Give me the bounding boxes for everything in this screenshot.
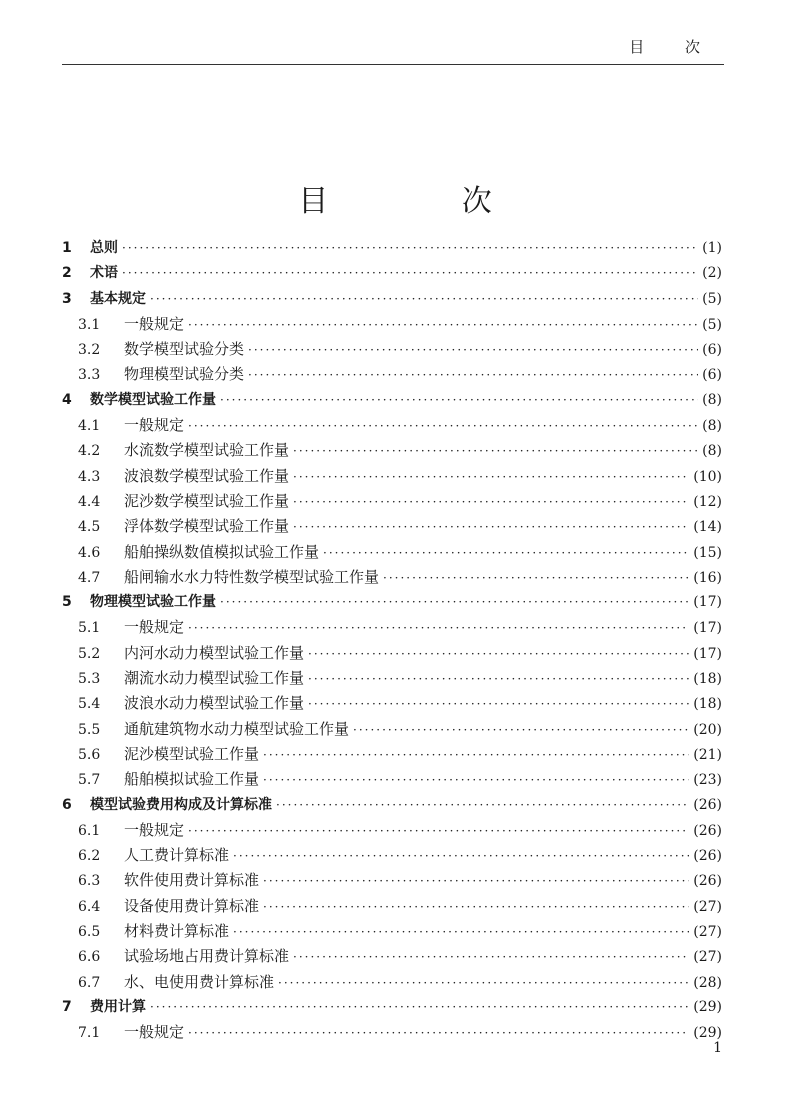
toc-entry-number: 6.1 xyxy=(78,822,101,839)
toc-entry-page: (17) xyxy=(693,620,722,637)
toc-entry-number: 6.5 xyxy=(78,924,101,941)
toc-section-row[interactable] xyxy=(62,565,722,590)
dot-leader xyxy=(323,541,689,566)
toc-entry-number: 7 xyxy=(62,998,72,1015)
toc-section-row[interactable] xyxy=(62,717,722,742)
toc-entry-number: 3.2 xyxy=(78,342,101,359)
toc-entry-title: 费用计算 xyxy=(90,998,146,1015)
toc-entry-number: 6 xyxy=(62,796,72,813)
toc-entry-title: 数学模型试验分类 xyxy=(124,340,245,359)
toc-chapter-row[interactable] xyxy=(62,287,722,312)
toc-entry-number: 4 xyxy=(62,391,72,408)
running-head: 目 次 xyxy=(629,38,718,56)
toc-entry-title: 船舶操纵数值模拟试验工作量 xyxy=(124,542,320,561)
toc-chapter-row[interactable] xyxy=(62,261,722,286)
toc-entry-title: 试验场地占用费计算标准 xyxy=(124,947,290,966)
dot-leader xyxy=(308,667,689,692)
dot-leader xyxy=(263,743,689,768)
toc-section-row[interactable] xyxy=(62,615,722,640)
toc-entry-number: 5.5 xyxy=(78,721,101,738)
toc-entry-page: (20) xyxy=(693,721,722,738)
toc-section-row[interactable] xyxy=(62,742,722,767)
toc-entry-number: 3 xyxy=(62,290,72,307)
toc-entry-title: 一般规定 xyxy=(124,1023,185,1042)
toc-entry-title: 人工费计算标准 xyxy=(124,846,230,865)
toc-entry-title: 波浪数学模型试验工作量 xyxy=(124,466,290,485)
toc-entry-number: 4.6 xyxy=(78,544,101,561)
toc-entry-page: (12) xyxy=(693,493,722,510)
dot-leader xyxy=(220,590,689,615)
toc-section-row[interactable] xyxy=(62,944,722,969)
toc-entry-title: 术语 xyxy=(90,265,118,282)
dot-leader xyxy=(308,692,689,717)
toc-section-row[interactable] xyxy=(62,641,722,666)
toc-entry-title: 一般规定 xyxy=(124,314,185,333)
toc-entry-number: 1 xyxy=(62,240,72,256)
toc-entry-title: 物理模型试验分类 xyxy=(124,365,245,384)
toc-entry-page: (26) xyxy=(693,822,722,839)
toc-entry-title: 波浪水动力模型试验工作量 xyxy=(124,694,305,713)
toc-entry-title: 通航建筑物水动力模型试验工作量 xyxy=(124,719,350,738)
toc-entry-title: 物理模型试验工作量 xyxy=(90,594,216,611)
toc-section-row[interactable] xyxy=(62,514,722,539)
toc-entry-page: (8) xyxy=(702,418,722,435)
toc-entry-title: 船舶模拟试验工作量 xyxy=(124,770,260,789)
dot-leader xyxy=(233,920,689,945)
dot-leader xyxy=(278,971,689,996)
toc-entry-title: 内河水动力模型试验工作量 xyxy=(124,643,305,662)
dot-leader xyxy=(293,515,689,540)
toc-chapter-row[interactable] xyxy=(62,388,722,413)
toc-entry-title: 总则 xyxy=(90,240,118,256)
dot-leader xyxy=(248,338,698,363)
toc-entry-number: 5.1 xyxy=(78,620,101,637)
dot-leader xyxy=(122,236,698,261)
toc-section-row[interactable] xyxy=(62,1020,722,1045)
toc-entry-title: 设备使用费计算标准 xyxy=(124,896,260,915)
toc-entry-title: 水流数学模型试验工作量 xyxy=(124,441,290,460)
toc-entry-title: 一般规定 xyxy=(124,618,185,637)
toc-entry-title: 水、电使用费计算标准 xyxy=(124,972,275,991)
dot-leader xyxy=(383,566,689,591)
toc-entry-page: (16) xyxy=(693,569,722,586)
toc-entry-number: 5.7 xyxy=(78,772,101,789)
toc-entry-page: (29) xyxy=(693,998,722,1015)
toc-section-row[interactable] xyxy=(62,362,722,387)
toc-entry-number: 4.3 xyxy=(78,468,101,485)
toc-section-row[interactable] xyxy=(62,438,722,463)
toc-entry-page: (29) xyxy=(693,1025,722,1042)
toc-entry-number: 6.7 xyxy=(78,974,101,991)
toc-entry-title: 基本规定 xyxy=(90,290,146,307)
toc-entry-number: 6.4 xyxy=(78,898,101,915)
toc-section-row[interactable] xyxy=(62,413,722,438)
dot-leader xyxy=(263,869,689,894)
dot-leader xyxy=(150,995,689,1020)
toc-section-row[interactable] xyxy=(62,868,722,893)
dot-leader xyxy=(188,414,698,439)
toc-entry-number: 5.6 xyxy=(78,746,101,763)
toc-entry-number: 4.4 xyxy=(78,493,101,510)
toc-section-row[interactable] xyxy=(62,818,722,843)
toc-section-row[interactable] xyxy=(62,464,722,489)
toc-entry-page: (14) xyxy=(693,519,722,536)
toc-entry-number: 6.3 xyxy=(78,873,101,890)
toc-entry-number: 4.7 xyxy=(78,569,101,586)
toc-chapter-row[interactable] xyxy=(62,236,722,261)
dot-leader xyxy=(293,490,689,515)
toc-section-row[interactable] xyxy=(62,894,722,919)
toc-entry-page: (1) xyxy=(702,240,722,256)
dot-leader xyxy=(293,465,689,490)
page-number: 1 xyxy=(713,1040,722,1056)
toc-section-row[interactable] xyxy=(62,666,722,691)
dot-leader xyxy=(150,287,698,312)
toc-entry-number: 6.6 xyxy=(78,949,101,966)
toc-entry-number: 5.2 xyxy=(78,645,101,662)
toc-section-row[interactable] xyxy=(62,767,722,792)
toc-entry-title: 泥沙模型试验工作量 xyxy=(124,744,260,763)
dot-leader xyxy=(188,313,698,338)
toc-entry-number: 7.1 xyxy=(78,1025,101,1042)
toc-entry-title: 泥沙数学模型试验工作量 xyxy=(124,491,290,510)
toc-entry-page: (10) xyxy=(693,468,722,485)
toc-entry-page: (5) xyxy=(702,316,722,333)
dot-leader xyxy=(293,439,698,464)
toc-entry-page: (17) xyxy=(693,594,722,611)
toc-chapter-row[interactable] xyxy=(62,995,722,1020)
toc-entry-page: (23) xyxy=(693,772,722,789)
toc-entry-number: 5.4 xyxy=(78,696,101,713)
dot-leader xyxy=(188,1021,689,1046)
toc-entry-number: 4.1 xyxy=(78,418,101,435)
toc-entry-number: 5.3 xyxy=(78,671,101,688)
toc-section-row[interactable] xyxy=(62,540,722,565)
toc-entry-number: 6.2 xyxy=(78,848,101,865)
toc-chapter-row[interactable] xyxy=(62,590,722,615)
toc-entry-page: (27) xyxy=(693,898,722,915)
toc-entry-number: 2 xyxy=(62,265,72,282)
dot-leader xyxy=(188,819,689,844)
toc-entry-number: 4.2 xyxy=(78,443,101,460)
toc-section-row[interactable] xyxy=(62,337,722,362)
toc-entry-page: (17) xyxy=(693,645,722,662)
dot-leader xyxy=(308,642,689,667)
toc-section-row[interactable] xyxy=(62,970,722,995)
header-rule xyxy=(62,64,724,65)
toc-section-row[interactable] xyxy=(62,489,722,514)
toc-entry-page: (2) xyxy=(702,265,722,282)
toc-section-row[interactable] xyxy=(62,312,722,337)
toc-entry-number: 3.3 xyxy=(78,367,101,384)
table-of-contents xyxy=(62,236,722,1046)
toc-chapter-row[interactable] xyxy=(62,793,722,818)
toc-entry-page: (5) xyxy=(702,290,722,307)
dot-leader xyxy=(122,261,698,286)
toc-entry-title: 模型试验费用构成及计算标准 xyxy=(90,796,272,813)
toc-entry-page: (6) xyxy=(702,367,722,384)
dot-leader xyxy=(353,718,689,743)
toc-entry-title: 一般规定 xyxy=(124,416,185,435)
dot-leader xyxy=(220,388,698,413)
toc-section-row[interactable] xyxy=(62,843,722,868)
dot-leader xyxy=(276,793,689,818)
toc-entry-page: (18) xyxy=(693,696,722,713)
toc-entry-page: (26) xyxy=(693,873,722,890)
dot-leader xyxy=(263,895,689,920)
dot-leader xyxy=(233,844,689,869)
toc-section-row[interactable] xyxy=(62,919,722,944)
toc-entry-title: 数学模型试验工作量 xyxy=(90,391,216,408)
dot-leader xyxy=(263,768,689,793)
toc-entry-page: (18) xyxy=(693,671,722,688)
toc-entry-page: (15) xyxy=(693,544,722,561)
toc-entry-title: 一般规定 xyxy=(124,820,185,839)
toc-entry-title: 材料费计算标准 xyxy=(124,922,230,941)
toc-entry-title: 软件使用费计算标准 xyxy=(124,871,260,890)
toc-entry-title: 船闸输水水力特性数学模型试验工作量 xyxy=(124,567,380,586)
toc-entry-page: (8) xyxy=(702,391,722,408)
toc-entry-title: 潮流水动力模型试验工作量 xyxy=(124,669,305,688)
toc-entry-page: (21) xyxy=(693,746,722,763)
toc-entry-number: 3.1 xyxy=(78,316,101,333)
toc-section-row[interactable] xyxy=(62,691,722,716)
toc-entry-page: (8) xyxy=(702,443,722,460)
dot-leader xyxy=(188,616,689,641)
toc-entry-page: (26) xyxy=(693,848,722,865)
dot-leader xyxy=(293,945,689,970)
toc-entry-number: 4.5 xyxy=(78,519,101,536)
toc-entry-number: 5 xyxy=(62,594,72,611)
dot-leader xyxy=(248,363,698,388)
page-title: 目 次 xyxy=(298,184,554,219)
toc-entry-page: (27) xyxy=(693,949,722,966)
toc-entry-page: (26) xyxy=(693,796,722,813)
toc-entry-title: 浮体数学模型试验工作量 xyxy=(124,517,290,536)
toc-entry-page: (28) xyxy=(693,974,722,991)
toc-entry-page: (27) xyxy=(693,924,722,941)
toc-entry-page: (6) xyxy=(702,342,722,359)
